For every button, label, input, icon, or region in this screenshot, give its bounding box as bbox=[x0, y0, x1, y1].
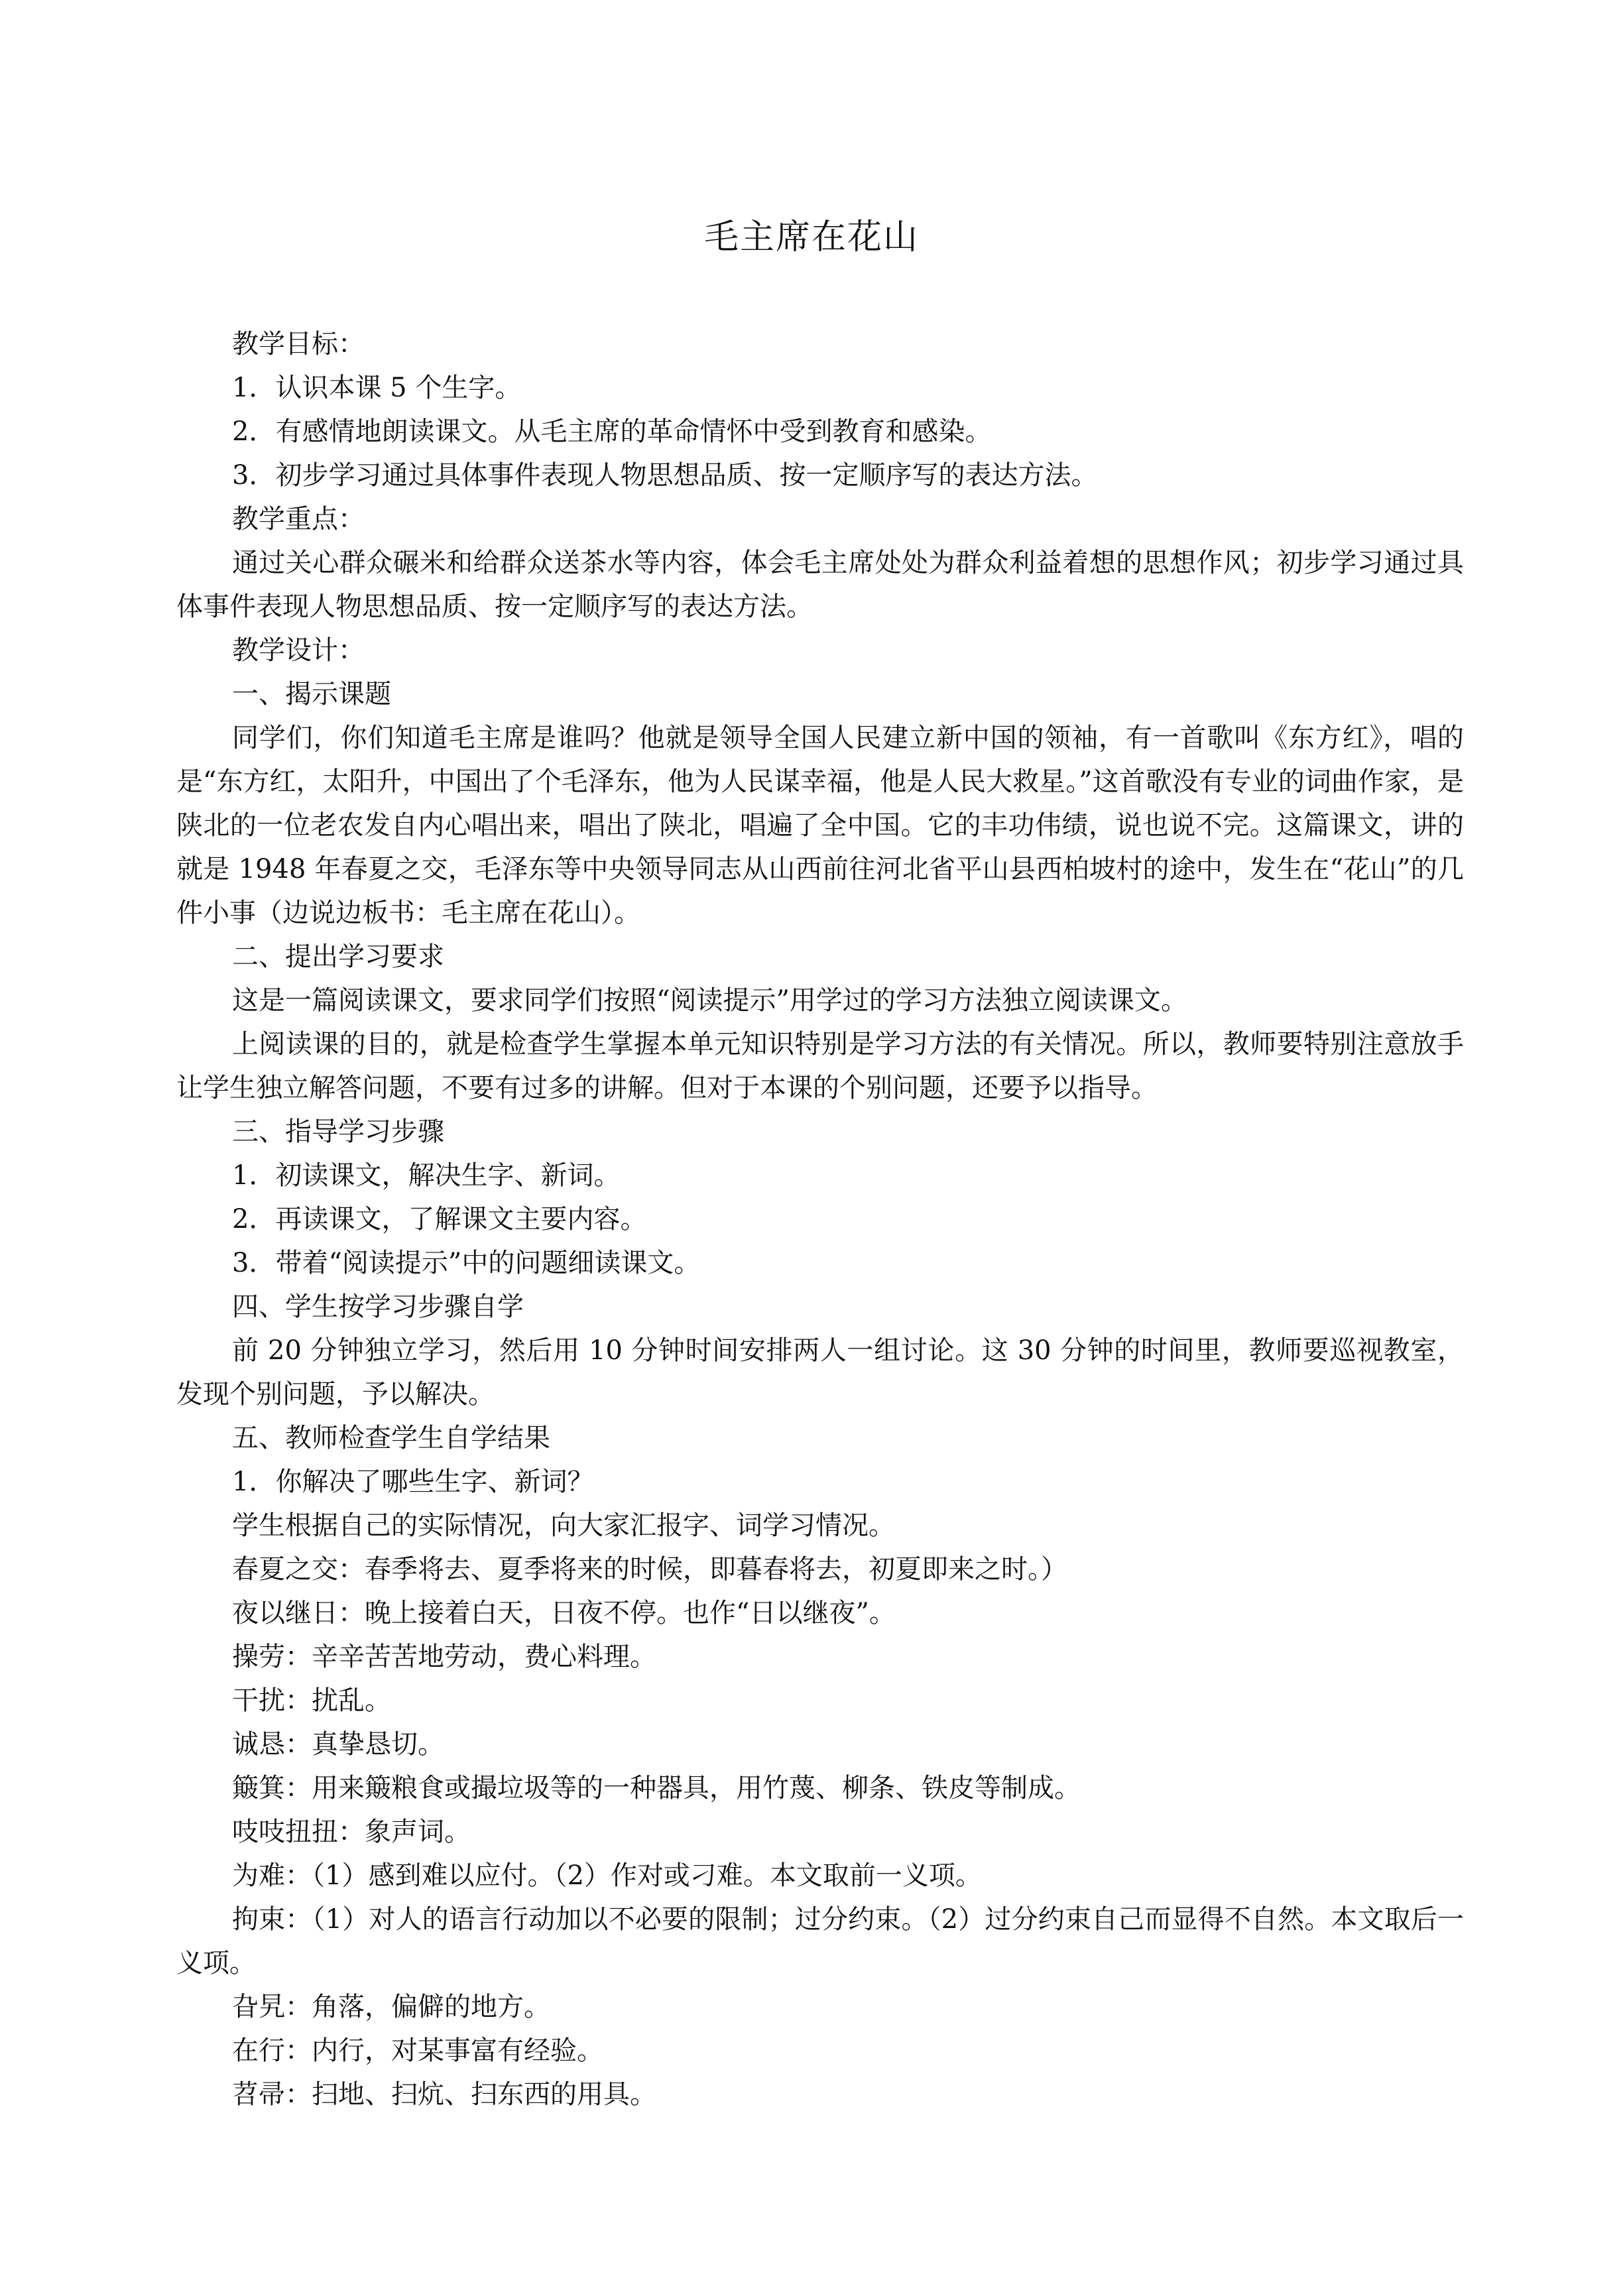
paragraph: 3．带着“阅读提示”中的问题细读课文。 bbox=[232, 1248, 701, 1278]
paragraph: 3．初步学习通过具体事件表现人物思想品质、按一定顺序写的表达方法。 bbox=[232, 460, 1098, 491]
paragraph: 簸箕：用来簸粮食或撮垃圾等的一种器具，用竹蔑、柳条、铁皮等制成。 bbox=[232, 1773, 1081, 1803]
paragraph: 教学重点： bbox=[232, 504, 365, 534]
paragraph: 春夏之交：春季将去、夏季将来的时候，即暮春将去，初夏即来之时。） bbox=[232, 1554, 1067, 1585]
paragraph: 前 20 分钟独立学习，然后用 10 分钟时间安排两人一组讨论。这 30 分钟的时间里，教师要巡视教室，发现个别问题，予以解决。 bbox=[176, 1335, 1464, 1410]
paragraph: 学生根据自己的实际情况，向大家汇报字、词学习情况。 bbox=[232, 1510, 895, 1541]
paragraph: 拘束：（1）对人的语言行动加以不必要的限制；过分约束。（2）过分约束自己而显得不自然。本文取后一义项。 bbox=[176, 1904, 1464, 1978]
paragraph: 操劳：辛辛苦苦地劳动，费心料理。 bbox=[232, 1642, 656, 1672]
paragraph: 这是一篇阅读课文，要求同学们按照“阅读提示”用学过的学习方法独立阅读课文。 bbox=[232, 985, 1187, 1016]
paragraph: 二、提出学习要求 bbox=[232, 941, 444, 972]
paragraph: 1．你解决了哪些生字、新词？ bbox=[232, 1467, 594, 1497]
paragraph: 1．认识本课 5 个生字。 bbox=[232, 373, 522, 403]
paragraph: 教学目标： bbox=[232, 329, 365, 359]
paragraph: 五、教师检查学生自学结果 bbox=[232, 1423, 550, 1453]
paragraph: 夜以继日：晚上接着白天，日夜不停。也作“日以继夜”。 bbox=[232, 1598, 896, 1628]
paragraph: 在行：内行，对某事富有经验。 bbox=[232, 2035, 603, 2066]
paragraph: 干扰：扰乱。 bbox=[232, 1685, 391, 1716]
document-title: 毛主席在花山 bbox=[703, 217, 919, 257]
paragraph: 吱吱扭扭：象声词。 bbox=[232, 1817, 471, 1847]
paragraph: 2．有感情地朗读课文。从毛主席的革命情怀中受到教育和感染。 bbox=[232, 416, 992, 447]
paragraph: 同学们，你们知道毛主席是谁吗？他就是领导全国人民建立新中国的领袖，有一首歌叫《东方红》，唱的是“东方红，太阳升，中国出了个毛泽东，他为人民谋幸福，他是人民大救星。”这首歌没有专业的词曲作家，是陕北的一位老农发自内心唱出来，唱出了陕北，唱遍了全中国。它的丰功伟绩，说也说不完。这篇课文，讲的就是 1948 年春夏之交，毛泽东等中央领导同志从山西前往河北省平山县西柏坡村的途中，发生在“花山”的几件小事（边说边板书：毛主席在花山）。 bbox=[176, 723, 1464, 928]
paragraph: 2．再读课文，了解课文主要内容。 bbox=[232, 1204, 647, 1235]
paragraph: 教学设计： bbox=[232, 635, 365, 666]
paragraph: 四、学生按学习步骤自学 bbox=[232, 1292, 524, 1322]
paragraph: 苕帚：扫地、扫炕、扫东西的用具。 bbox=[232, 2079, 656, 2110]
paragraph: 旮旯：角落，偏僻的地方。 bbox=[232, 1992, 550, 2022]
paragraph: 一、揭示课题 bbox=[232, 679, 391, 709]
paragraph: 为难：（1）感到难以应付。（2）作对或刁难。本文取前一义项。 bbox=[232, 1860, 982, 1891]
paragraph: 三、指导学习步骤 bbox=[232, 1117, 444, 1147]
paragraph: 通过关心群众碾米和给群众送茶水等内容，体会毛主席处处为群众利益着想的思想作风；初步学习通过具体事件表现人物思想品质、按一定顺序写的表达方法。 bbox=[176, 548, 1464, 622]
paragraph: 1．初读课文，解决生字、新词。 bbox=[232, 1160, 621, 1191]
paragraph: 诚恳：真挚恳切。 bbox=[232, 1729, 444, 1760]
document-body bbox=[176, 322, 1464, 2116]
paragraph: 上阅读课的目的，就是检查学生掌握本单元知识特别是学习方法的有关情况。所以，教师要特别注意放手让学生独立解答问题，不要有过多的讲解。但对于本课的个别问题，还要予以指导。 bbox=[176, 1029, 1464, 1103]
